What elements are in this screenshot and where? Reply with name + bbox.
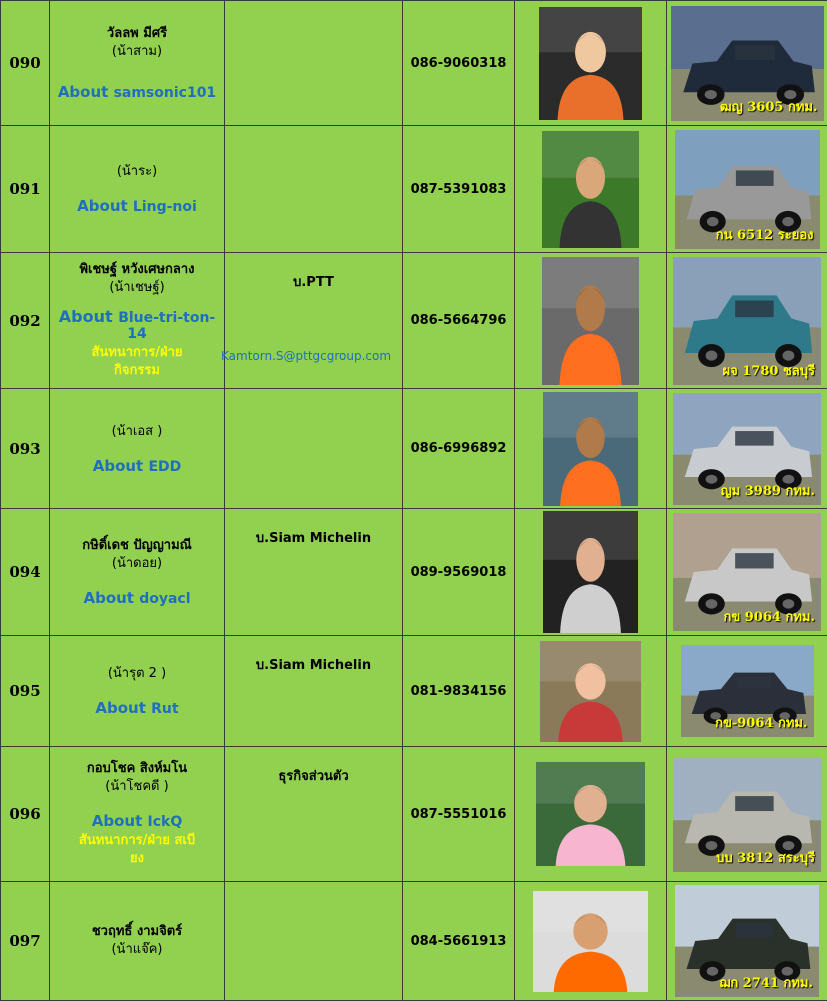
member-name-cell — [50, 389, 225, 509]
about-link[interactable] — [50, 197, 224, 215]
member-phone: 081-9834156 — [403, 636, 515, 747]
member-nickname: (น้าสาม) — [50, 43, 224, 61]
member-row — [1, 882, 827, 1001]
about-prefix: About — [92, 812, 148, 830]
member-organization: บ.Siam Michelin — [225, 527, 402, 548]
about-handle: Ling-noi — [133, 199, 197, 215]
member-photo-cell — [515, 389, 667, 509]
about-link[interactable] — [50, 812, 224, 830]
member-name-cell — [50, 1, 225, 126]
member-org-cell — [225, 509, 403, 636]
member-photo-cell — [515, 126, 667, 253]
member-photo — [539, 7, 642, 120]
license-plate: ญม 3989 กทม. — [721, 480, 815, 501]
member-nickname: (น้าระ) — [50, 163, 224, 181]
car-photo-cell — [667, 882, 827, 1001]
member-email[interactable]: Kamtorn.S@pttgcgroup.com — [221, 349, 391, 363]
member-name-cell — [50, 253, 225, 389]
about-link[interactable] — [50, 699, 224, 717]
member-org-cell — [225, 882, 403, 1001]
member-number: 096 — [1, 747, 50, 882]
member-phone: 087-5551016 — [403, 747, 515, 882]
member-phone: 089-9569018 — [403, 509, 515, 636]
member-row — [1, 747, 827, 882]
about-link[interactable] — [50, 589, 224, 607]
about-handle: IckQ — [148, 814, 183, 830]
about-handle: doyacl — [139, 591, 190, 607]
member-role: สันทนาการ/ฝ่าย สเบียง — [77, 832, 197, 868]
member-name-cell — [50, 747, 225, 882]
member-phone: 087-5391083 — [403, 126, 515, 253]
car-photo-cell — [667, 253, 827, 389]
member-photo — [543, 392, 638, 506]
about-prefix: About — [59, 307, 118, 326]
license-plate: กข-9064 กทม. — [715, 712, 807, 733]
about-handle: Rut — [151, 701, 178, 717]
about-prefix: About — [83, 589, 139, 607]
about-link[interactable] — [50, 83, 224, 101]
car-photo — [675, 130, 820, 249]
license-plate: ฌก 2741 กทม. — [719, 972, 813, 993]
member-organization: บ.Siam Michelin — [225, 654, 402, 675]
car-photo-cell — [667, 747, 827, 882]
member-organization: บ.PTT — [225, 271, 402, 292]
member-name-cell — [50, 882, 225, 1001]
member-name: วัลลพ มีศรี — [50, 25, 224, 43]
member-photo-cell — [515, 636, 667, 747]
member-photo-cell — [515, 1, 667, 126]
member-name: กษิดิ์เดช ปัญญามณี — [50, 537, 224, 555]
about-prefix: About — [95, 699, 151, 717]
license-plate: บบ 3812 สระบุรี — [716, 847, 815, 868]
car-photo-cell — [667, 389, 827, 509]
car-photo-cell — [667, 509, 827, 636]
car-photo — [673, 393, 821, 505]
member-name-cell — [50, 509, 225, 636]
member-phone: 086-9060318 — [403, 1, 515, 126]
license-plate: ฒญ 3605 กทม. — [720, 96, 818, 117]
member-photo — [542, 257, 639, 385]
member-number: 093 — [1, 389, 50, 509]
member-nickname: (น้ารุต 2 ) — [50, 665, 224, 683]
member-phone: 086-5664796 — [403, 253, 515, 389]
about-handle: Blue-tri-ton-14 — [118, 310, 215, 342]
member-nickname: (น้าแจ๊ค) — [50, 941, 224, 959]
member-name-cell — [50, 126, 225, 253]
about-link[interactable] — [50, 457, 224, 475]
member-nickname: (น้าดอย) — [50, 555, 224, 573]
car-photo — [675, 885, 819, 997]
member-photo — [542, 131, 639, 248]
car-photo-cell — [667, 1, 827, 126]
car-photo — [673, 513, 821, 631]
member-name: ชวฤทธิ์ งามจิตร์ — [50, 923, 224, 941]
about-prefix: About — [77, 197, 133, 215]
about-handle: EDD — [148, 459, 181, 475]
car-photo-cell — [667, 636, 827, 747]
member-org-cell — [225, 389, 403, 509]
member-photo — [540, 641, 641, 742]
member-row — [1, 509, 827, 636]
member-name-cell — [50, 636, 225, 747]
member-phone: 086-6996892 — [403, 389, 515, 509]
member-photo — [536, 762, 645, 866]
member-org-cell — [225, 126, 403, 253]
member-org-cell — [225, 1, 403, 126]
member-number: 091 — [1, 126, 50, 253]
car-photo — [681, 645, 814, 737]
member-role: สันทนาการ/ฝ่าย กิจกรรม — [77, 344, 197, 380]
member-row — [1, 126, 827, 253]
member-nickname: (น้าเอส ) — [50, 423, 224, 441]
member-photo — [543, 511, 638, 633]
member-row — [1, 389, 827, 509]
member-row — [1, 253, 827, 389]
member-photo — [533, 891, 648, 992]
member-org-cell — [225, 253, 403, 389]
member-org-cell — [225, 747, 403, 882]
member-number: 090 — [1, 1, 50, 126]
member-photo-cell — [515, 509, 667, 636]
member-number: 095 — [1, 636, 50, 747]
about-prefix: About — [93, 457, 149, 475]
member-number: 097 — [1, 882, 50, 1001]
member-number: 092 — [1, 253, 50, 389]
member-name: พิเชษฐ์ หวังเศษกลาง — [50, 261, 224, 279]
about-link[interactable] — [50, 307, 224, 342]
license-plate: กน 6512 ระยอง — [716, 224, 814, 245]
member-photo-cell — [515, 253, 667, 389]
license-plate: กข 9064 กทม. — [723, 606, 815, 627]
member-photo-cell — [515, 882, 667, 1001]
license-plate: ผจ 1780 ชลบุรี — [723, 360, 816, 381]
member-row — [1, 1, 827, 126]
about-handle: samsonic101 — [114, 85, 217, 101]
member-phone: 084-5661913 — [403, 882, 515, 1001]
member-organization: ธุรกิจส่วนตัว — [225, 765, 402, 786]
car-photo-cell — [667, 126, 827, 253]
about-prefix: About — [58, 83, 114, 101]
car-photo — [673, 257, 821, 385]
car-photo — [671, 6, 824, 121]
member-name: กอบโชค สิงห์มโน — [50, 760, 224, 778]
member-nickname: (น้าเชษฐ์) — [50, 279, 224, 297]
member-row — [1, 636, 827, 747]
car-photo — [673, 757, 821, 872]
member-number: 094 — [1, 509, 50, 636]
member-photo-cell — [515, 747, 667, 882]
member-org-cell — [225, 636, 403, 747]
member-nickname: (น้าโชคดี ) — [50, 778, 224, 796]
